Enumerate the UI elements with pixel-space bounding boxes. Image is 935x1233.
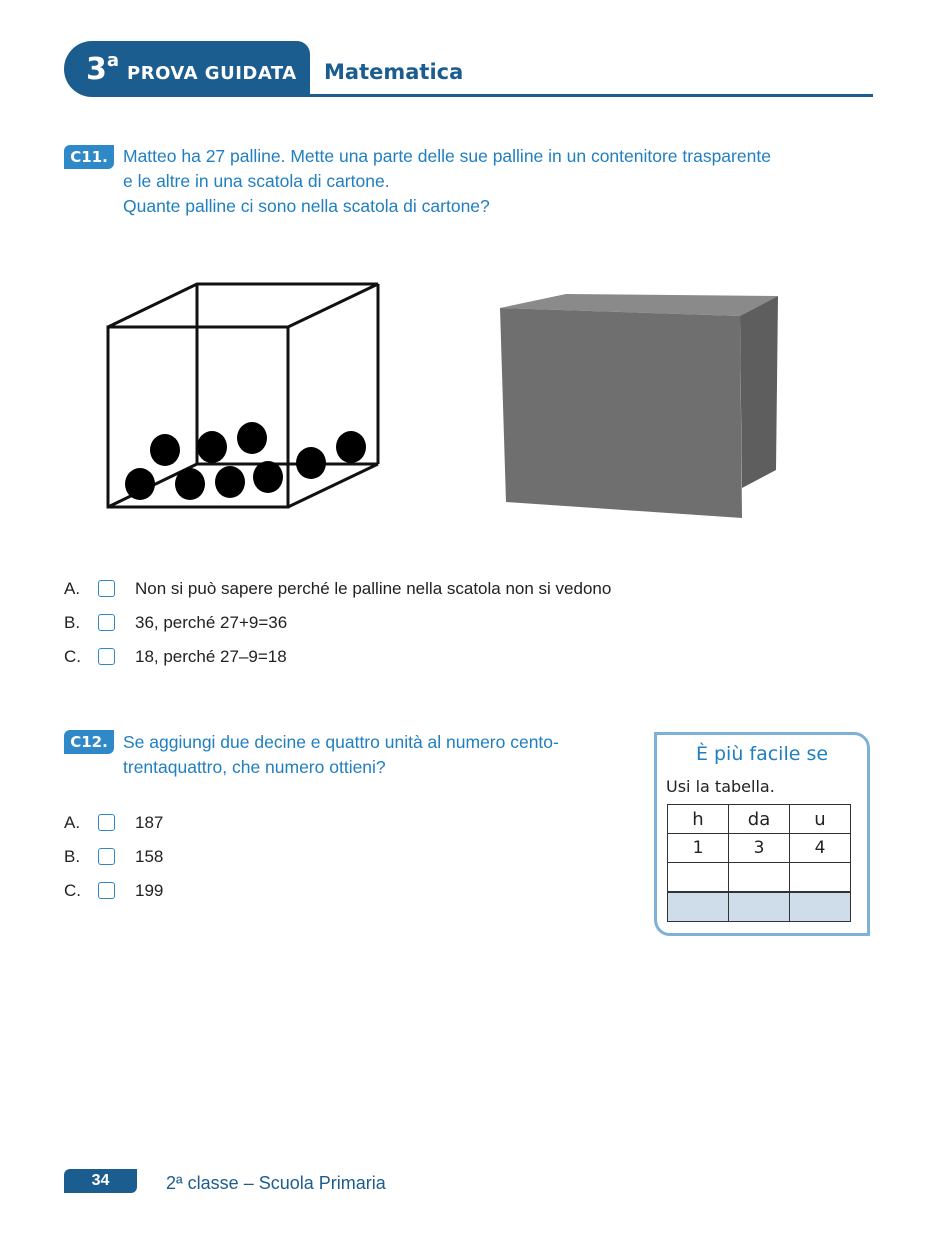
cell-u: 4 (790, 834, 851, 863)
question-badge-c12: C12. (64, 730, 114, 754)
q12-options (64, 812, 163, 902)
option-c: C. 199 (64, 881, 164, 900)
cell-h: 1 (668, 834, 729, 863)
result-cell-h[interactable] (668, 892, 729, 922)
checkbox-c[interactable] (98, 648, 115, 665)
option-b: B. 158 (64, 847, 164, 866)
hint-text: Usi la tabella. (666, 777, 775, 796)
table-result-row (668, 892, 851, 922)
q11-options (64, 578, 611, 668)
ball (215, 466, 245, 498)
box-side (740, 296, 778, 488)
question-line: Se aggiungi due decine e quattro unità al numero cento- (123, 732, 559, 752)
question-line: Quante palline ci sono nella scatola di cartone? (123, 196, 490, 216)
ball (197, 431, 227, 463)
checkbox-b[interactable] (98, 614, 115, 631)
ball (150, 434, 180, 466)
checkbox-a[interactable] (98, 814, 115, 831)
question-line: trentaquattro, che numero ottieni? (123, 757, 386, 777)
ball (125, 468, 155, 500)
option-b: B. 36, perché 27+9=36 (64, 613, 288, 632)
table-header-row (668, 805, 851, 834)
question-badge-c11: C11. (64, 145, 114, 169)
checkbox-b[interactable] (98, 848, 115, 865)
table-row (668, 834, 851, 863)
ball (336, 431, 366, 463)
ball (253, 461, 283, 493)
ball (296, 447, 326, 479)
question-line: e le altre in una scatola di cartone. (123, 171, 390, 191)
header-u: u (790, 805, 851, 834)
header-divider (310, 94, 873, 97)
table-row (668, 863, 851, 893)
option-a: A. 187 (64, 813, 164, 832)
checkbox-a[interactable] (98, 580, 115, 597)
cell-h[interactable] (668, 863, 729, 893)
cell-u[interactable] (790, 863, 851, 893)
option-a: A. Non si può sapere perché le palline nella scatola non si vedono (64, 579, 612, 598)
ball (175, 468, 205, 500)
question-c12-text (123, 730, 559, 780)
cell-da: 3 (729, 834, 790, 863)
footer-text: 2ª classe – Scuola Primaria (166, 1173, 386, 1193)
header-da: da (729, 805, 790, 834)
cell-da[interactable] (729, 863, 790, 893)
option-c: C. 18, perché 27–9=18 (64, 647, 287, 666)
cardboard-box-illustration (496, 292, 782, 524)
checkbox-c[interactable] (98, 882, 115, 899)
subject-title: Matematica (324, 60, 464, 84)
hint-title: È più facile se (695, 743, 829, 765)
box-front (500, 308, 742, 518)
question-line: Matteo ha 27 palline. Mette una parte delle sue palline in un contenitore trasparente (123, 146, 771, 166)
ball (237, 422, 267, 454)
transparent-container-illustration (100, 278, 390, 514)
header-h: h (668, 805, 729, 834)
test-title: 3aPROVA GUIDATA (86, 50, 297, 87)
place-value-table (667, 804, 851, 922)
question-c11-text (123, 144, 771, 219)
result-cell-da[interactable] (729, 892, 790, 922)
page-number: 34 (64, 1169, 137, 1193)
result-cell-u[interactable] (790, 892, 851, 922)
